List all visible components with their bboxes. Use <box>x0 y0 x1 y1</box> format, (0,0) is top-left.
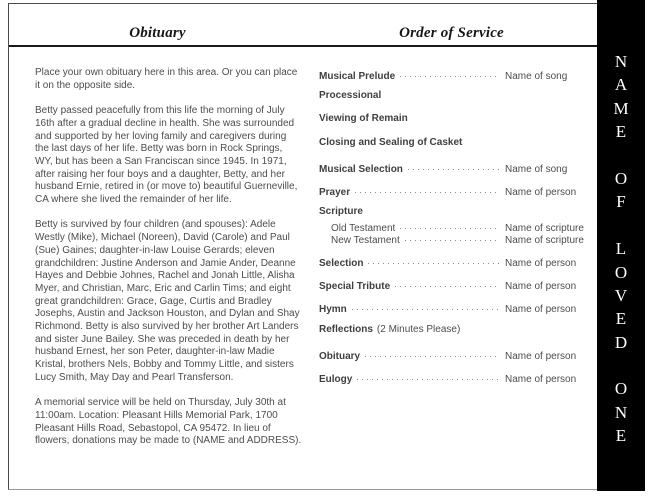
order-item-label: Old Testament <box>331 222 396 234</box>
order-item-value: Name of person <box>505 304 577 316</box>
dotted-leader <box>355 183 499 195</box>
order-item-label: Obituary <box>319 350 361 362</box>
order-item-label: Eulogy <box>319 374 353 386</box>
order-item-row <box>319 113 591 125</box>
dotted-leader <box>352 300 499 312</box>
obituary-paragraph: Betty passed peacefully from this life the morning of July 16th after a gradual decline in health. She was surrounded and supported by her loving family and caregivers during the last days of her life. Betty was born in Rock Springs, WY, but has been a San Franciscan since 1945. In 1971, after raising her four boys and a daughter, Betty, and her husband Ernie, retired in (or move to) beautiful Guerneville, CA where she lived the remainder of her life. <box>35 105 298 206</box>
order-item-row <box>319 300 591 316</box>
dotted-leader <box>400 67 499 79</box>
order-item-row <box>319 370 591 386</box>
order-item-row <box>319 183 591 198</box>
banner-letter: O <box>614 168 628 188</box>
dotted-leader <box>357 370 499 382</box>
banner-letter: N <box>614 402 628 422</box>
order-item-row <box>319 277 591 293</box>
order-item-row <box>319 206 591 218</box>
order-item-row <box>319 324 591 336</box>
order-item-value: Name of person <box>505 281 577 293</box>
order-item-label: Special Tribute <box>319 281 391 293</box>
banner-letter: E <box>615 309 627 329</box>
banner-letter: D <box>614 332 628 352</box>
order-item-label: Musical Selection <box>319 163 403 175</box>
banner-letter: L <box>615 239 627 259</box>
order-of-service-column <box>306 67 597 461</box>
order-item-label: New Testament <box>331 234 400 246</box>
order-item-label: Closing and Sealing of Casket <box>319 136 463 148</box>
order-item-value: Name of person <box>505 350 577 362</box>
obituary-paragraph: Place your own obituary here in this area. Or you can place it on the opposite side. <box>35 67 298 91</box>
name-of-loved-one-banner <box>597 0 645 491</box>
order-item-value: Name of song <box>505 163 568 175</box>
order-item-row <box>319 160 591 175</box>
order-item-value: Name of scripture <box>505 234 584 246</box>
order-item-row <box>319 137 591 149</box>
dotted-leader <box>405 231 499 243</box>
banner-letter: N <box>614 52 628 71</box>
order-item-row <box>319 67 591 82</box>
order-item-label: Reflections <box>319 323 373 335</box>
order-of-service-title: Order of Service <box>399 25 504 41</box>
dotted-leader <box>408 160 499 172</box>
order-item-value: Name of person <box>505 374 577 386</box>
banner-letter: O <box>614 379 628 399</box>
order-item-value: Name of person <box>505 258 577 270</box>
order-item-row <box>319 90 591 102</box>
order-item-value: Name of scripture <box>505 222 584 234</box>
order-item-value: Name of person <box>505 186 577 198</box>
program-inner-page <box>8 3 597 490</box>
order-item-row <box>319 219 591 234</box>
order-item-label: Selection <box>319 258 364 270</box>
banner-letter: M <box>613 98 629 118</box>
order-item-row <box>319 254 591 270</box>
page-header <box>9 4 597 47</box>
dotted-leader <box>395 277 499 289</box>
obituary-paragraph: A memorial service will be held on Thursday, July 30th at 11:00am. Location: Pleasant Hills Memorial Park, 1700 Pleasant Hills Road, Sebastopol, CA 95472. In lieu of flowers, donations may be made to (NAME and ADDRESS). <box>35 397 302 447</box>
order-item-label: Processional <box>319 90 382 102</box>
dotted-leader <box>400 219 499 231</box>
order-item-row <box>319 347 591 362</box>
banner-letter: E <box>615 426 627 446</box>
order-item-value: Name of song <box>505 71 568 82</box>
order-of-service-header-cell <box>306 4 597 45</box>
banner-letter: E <box>615 122 627 142</box>
banner-letter: V <box>614 285 628 305</box>
banner-letter: F <box>616 192 626 212</box>
obituary-paragraph: Betty is survived by four children (and spouses): Adele Westly (Mike), Michael (Noreen), David (Carole) and Paul (Sue) Gaines; daughter-in-law Louise Gerards; eleven grandchildren: Justine Anderson and Jamie Ander, Deanne Hayes and Debbie Johnes, Rachel and Jonah Little, Alisha Myer, and Christian, Marc, Eric and Carlin Tims; and eight great grandchildren: Grace, Gage, Curtis and Bradley Josephs, Austin and Jackson Houston, and Dylan and Shay Richmond. Betty is also survived by her brother Art Landers and sister June Bailey. She was preceded in death by her husband Ernest, her son Peter, daughter-in-law Madie Kristal, brothers Nels, Bobby and Tommy Little, and sisters Lucy Smith, May Day and Pearl Transferson. <box>35 219 300 383</box>
order-item-label: Viewing of Remain <box>319 113 408 125</box>
obituary-title: Obituary <box>129 25 186 41</box>
order-item-label: Scripture <box>319 206 363 218</box>
banner-letter: O <box>614 262 628 282</box>
banner-letter: A <box>614 75 628 95</box>
dotted-leader <box>368 254 499 266</box>
obituary-header-cell <box>9 4 306 45</box>
order-item-label: Hymn <box>319 304 347 316</box>
order-item-label: Musical Prelude <box>319 71 396 82</box>
dotted-leader <box>365 347 499 359</box>
obituary-column <box>9 67 306 461</box>
page-body <box>9 47 597 461</box>
order-item-label: Prayer <box>319 186 351 198</box>
order-item-suffix: (2 Minutes Please) <box>376 323 461 335</box>
